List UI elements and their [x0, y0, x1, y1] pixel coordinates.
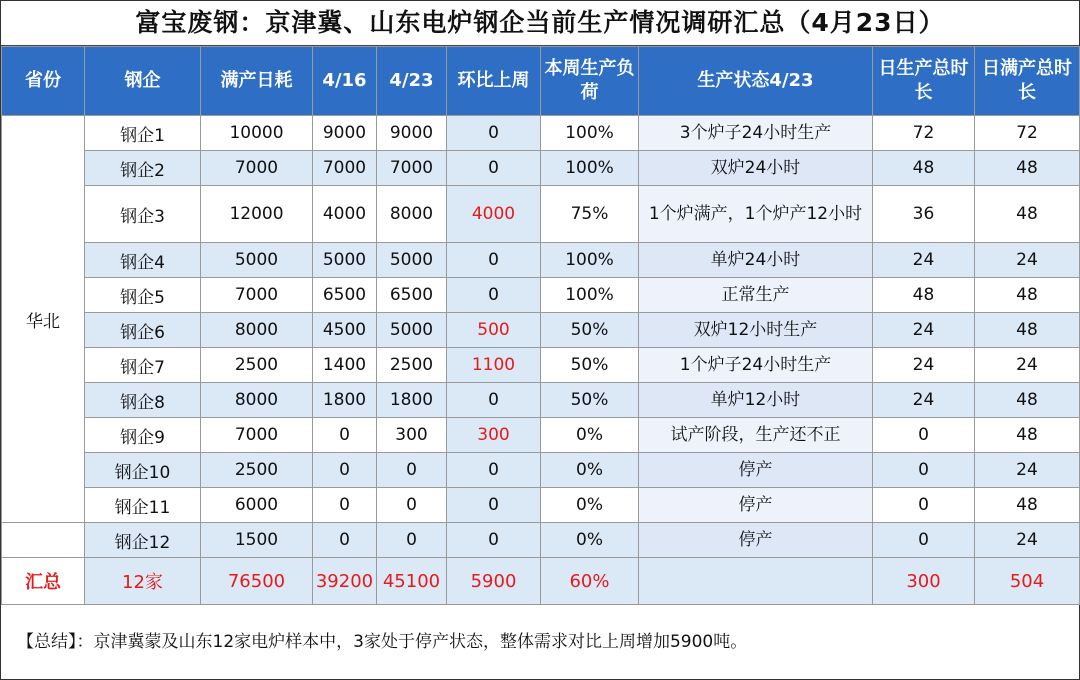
- col-header-company: 钢企: [85, 47, 201, 116]
- total-row: [2, 558, 1080, 605]
- status-cell: [639, 488, 873, 523]
- d0423-cell: 0: [377, 523, 447, 558]
- status-text: 单炉12小时: [710, 390, 801, 410]
- status-cell: [639, 243, 873, 278]
- d0423-cell: 5000: [377, 243, 447, 278]
- status-cell: [639, 116, 873, 151]
- d0423-cell: 8000: [377, 186, 447, 243]
- d0423-cell: 2500: [377, 348, 447, 383]
- daily-hours-cell: 24: [873, 348, 975, 383]
- wow-cell: 4000: [447, 186, 541, 243]
- company-cell: 钢企7: [85, 348, 201, 383]
- full-daily-cell: 8000: [201, 383, 313, 418]
- d0416-cell: 4500: [313, 313, 377, 348]
- full-daily-cell: 5000: [201, 243, 313, 278]
- wow-cell: 0: [447, 523, 541, 558]
- full-hours-cell: 24: [975, 453, 1080, 488]
- col-header-0416: 4/16: [313, 47, 377, 116]
- col-header-wow: 环比上周: [447, 47, 541, 116]
- wow-cell: 300: [447, 418, 541, 453]
- full-daily-cell: 1500: [201, 523, 313, 558]
- header-row: [2, 47, 1080, 116]
- daily-hours-cell: 36: [873, 186, 975, 243]
- load-cell: 0%: [541, 418, 639, 453]
- col-header-full-daily: 满产日耗: [201, 47, 313, 116]
- col-header-0423: 4/23: [377, 47, 447, 116]
- wow-cell: 0: [447, 383, 541, 418]
- full-hours-cell: 48: [975, 186, 1080, 243]
- load-cell: 50%: [541, 313, 639, 348]
- table-row: [2, 383, 1080, 418]
- status-text: 单炉24小时: [710, 250, 801, 270]
- company-cell: 钢企4: [85, 243, 201, 278]
- load-cell: 50%: [541, 348, 639, 383]
- status-text: 3个炉子24小时生产: [679, 123, 832, 143]
- wow-cell: 0: [447, 278, 541, 313]
- full-hours-cell: 48: [975, 151, 1080, 186]
- daily-hours-cell: 48: [873, 151, 975, 186]
- d0416-cell: 1400: [313, 348, 377, 383]
- full-hours-cell: 72: [975, 116, 1080, 151]
- full-hours-cell: 48: [975, 418, 1080, 453]
- status-cell: [639, 348, 873, 383]
- status-text: 停产: [738, 495, 773, 515]
- status-text: 停产: [738, 460, 773, 480]
- full-daily-cell: 12000: [201, 186, 313, 243]
- table-row: [2, 418, 1080, 453]
- status-cell: [639, 418, 873, 453]
- company-cell: 钢企6: [85, 313, 201, 348]
- total-full-daily: 76500: [201, 558, 313, 605]
- d0423-cell: 1800: [377, 383, 447, 418]
- table-row: [2, 348, 1080, 383]
- load-cell: 0%: [541, 523, 639, 558]
- status-text: 正常生产: [721, 285, 790, 305]
- d0416-cell: 0: [313, 418, 377, 453]
- status-text: 双炉24小时: [710, 158, 801, 178]
- d0416-cell: 0: [313, 523, 377, 558]
- col-header-load: 本周生产负荷: [541, 47, 639, 116]
- table-row: [2, 453, 1080, 488]
- status-cell: [639, 313, 873, 348]
- company-cell: 钢企1: [85, 116, 201, 151]
- total-daily-hours: 300: [873, 558, 975, 605]
- company-cell: 钢企10: [85, 453, 201, 488]
- company-cell: 钢企2: [85, 151, 201, 186]
- d0416-cell: 0: [313, 488, 377, 523]
- d0416-cell: 6500: [313, 278, 377, 313]
- full-daily-cell: 2500: [201, 453, 313, 488]
- status-cell: [639, 383, 873, 418]
- status-cell: [639, 453, 873, 488]
- company-cell: 钢企8: [85, 383, 201, 418]
- page-title: 富宝废钢：京津冀、山东电炉钢企当前生产情况调研汇总（4月23日）: [1, 1, 1079, 46]
- full-hours-cell: 24: [975, 348, 1080, 383]
- status-text: 双炉12小时生产: [693, 320, 818, 340]
- daily-hours-cell: 24: [873, 313, 975, 348]
- d0416-cell: 4000: [313, 186, 377, 243]
- load-cell: 100%: [541, 243, 639, 278]
- status-text: 1个炉子24小时生产: [679, 355, 832, 375]
- load-cell: 50%: [541, 383, 639, 418]
- full-daily-cell: 7000: [201, 418, 313, 453]
- full-hours-cell: 48: [975, 488, 1080, 523]
- table-row: [2, 243, 1080, 278]
- daily-hours-cell: 24: [873, 243, 975, 278]
- load-cell: 75%: [541, 186, 639, 243]
- full-daily-cell: 7000: [201, 278, 313, 313]
- load-cell: 100%: [541, 116, 639, 151]
- table-row: [2, 151, 1080, 186]
- daily-hours-cell: 0: [873, 453, 975, 488]
- table-row: [2, 488, 1080, 523]
- d0423-cell: 0: [377, 488, 447, 523]
- company-cell: 钢企11: [85, 488, 201, 523]
- total-load: 60%: [541, 558, 639, 605]
- wow-cell: 1100: [447, 348, 541, 383]
- table-row: [2, 523, 1080, 558]
- status-text: 1个炉满产，1个炉产12小时: [648, 204, 863, 224]
- full-hours-cell: 24: [975, 523, 1080, 558]
- total-0416: 39200: [313, 558, 377, 605]
- full-daily-cell: 8000: [201, 313, 313, 348]
- total-full-hours: 504: [975, 558, 1080, 605]
- company-cell: 钢企12: [85, 523, 201, 558]
- status-cell: [639, 186, 873, 243]
- total-0423: 45100: [377, 558, 447, 605]
- full-hours-cell: 48: [975, 278, 1080, 313]
- load-cell: 100%: [541, 278, 639, 313]
- full-hours-cell: 24: [975, 243, 1080, 278]
- d0423-cell: 5000: [377, 313, 447, 348]
- d0416-cell: 7000: [313, 151, 377, 186]
- daily-hours-cell: 0: [873, 488, 975, 523]
- total-status: [639, 558, 873, 605]
- province-cell-empty: [2, 523, 85, 558]
- daily-hours-cell: 0: [873, 523, 975, 558]
- total-count: 12家: [85, 558, 201, 605]
- summary-note: 【总结】：京津冀蒙及山东12家电炉样本中，3家处于停产状态，整体需求对比上周增加5900吨。: [17, 632, 748, 652]
- full-daily-cell: 6000: [201, 488, 313, 523]
- full-hours-cell: 48: [975, 383, 1080, 418]
- d0423-cell: 6500: [377, 278, 447, 313]
- load-cell: 100%: [541, 151, 639, 186]
- table-row: [2, 186, 1080, 243]
- col-header-daily-hours: 日生产总时长: [873, 47, 975, 116]
- d0416-cell: 0: [313, 453, 377, 488]
- status-text: 停产: [738, 530, 773, 550]
- d0423-cell: 9000: [377, 116, 447, 151]
- daily-hours-cell: 24: [873, 383, 975, 418]
- wow-cell: 0: [447, 488, 541, 523]
- d0416-cell: 5000: [313, 243, 377, 278]
- wow-cell: 0: [447, 151, 541, 186]
- full-daily-cell: 7000: [201, 151, 313, 186]
- wow-cell: 0: [447, 116, 541, 151]
- company-cell: 钢企5: [85, 278, 201, 313]
- status-cell: [639, 523, 873, 558]
- wow-cell: 0: [447, 453, 541, 488]
- status-cell: [639, 151, 873, 186]
- d0416-cell: 9000: [313, 116, 377, 151]
- col-header-status: 生产状态4/23: [639, 47, 873, 116]
- d0416-cell: 1800: [313, 383, 377, 418]
- daily-hours-cell: 72: [873, 116, 975, 151]
- full-daily-cell: 10000: [201, 116, 313, 151]
- col-header-province: 省份: [2, 47, 85, 116]
- total-wow: 5900: [447, 558, 541, 605]
- d0423-cell: 0: [377, 453, 447, 488]
- col-header-full-hours: 日满产总时长: [975, 47, 1080, 116]
- company-cell: 钢企9: [85, 418, 201, 453]
- status-text: 试产阶段，生产还不正: [670, 425, 841, 445]
- province-cell: 华北: [2, 116, 85, 523]
- daily-hours-cell: 0: [873, 418, 975, 453]
- table-row: [2, 313, 1080, 348]
- company-cell: 钢企3: [85, 186, 201, 243]
- production-table: [1, 46, 1080, 605]
- d0423-cell: 7000: [377, 151, 447, 186]
- load-cell: 0%: [541, 453, 639, 488]
- load-cell: 0%: [541, 488, 639, 523]
- daily-hours-cell: 48: [873, 278, 975, 313]
- table-row: [2, 278, 1080, 313]
- d0423-cell: 300: [377, 418, 447, 453]
- full-daily-cell: 2500: [201, 348, 313, 383]
- wow-cell: 0: [447, 243, 541, 278]
- full-hours-cell: 48: [975, 313, 1080, 348]
- wow-cell: 500: [447, 313, 541, 348]
- status-cell: [639, 278, 873, 313]
- table-row: [2, 116, 1080, 151]
- total-label: 汇总: [2, 558, 85, 605]
